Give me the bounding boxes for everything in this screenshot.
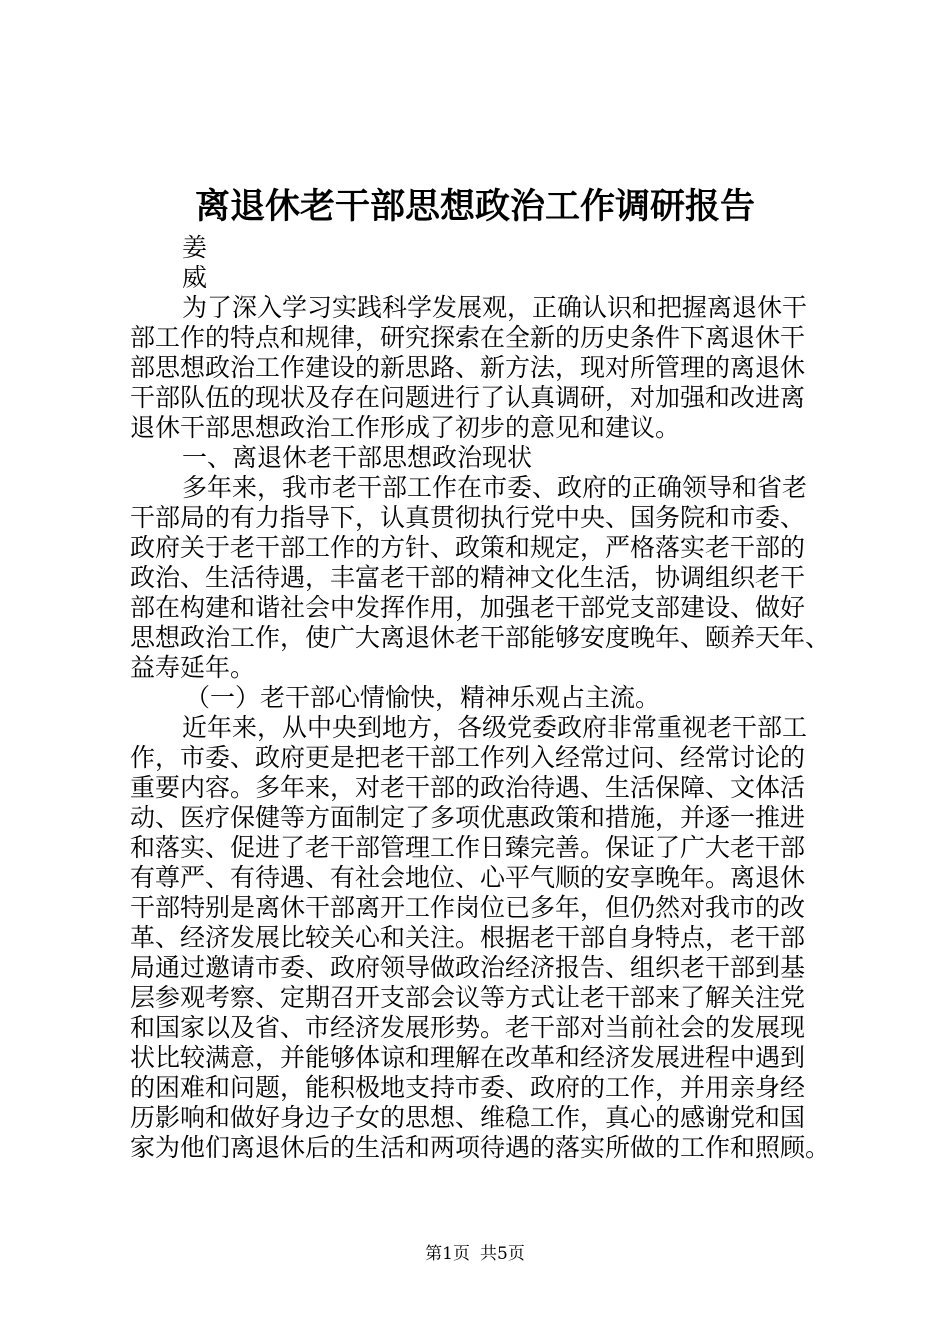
document-title: 离退休老干部思想政治工作调研报告	[194, 186, 755, 227]
paragraph-line: 和落实、促进了老干部管理工作日臻完善。保证了广大老干部	[130, 833, 806, 862]
page-number: 第1页	[425, 1244, 470, 1264]
paragraph-line: 层参观考察、定期召开支部会议等方式让老干部来了解关注党	[130, 983, 806, 1012]
paragraph-line: 干部特别是离休干部离开工作岗位已多年，但仍然对我市的改	[130, 893, 806, 922]
paragraph-line: 有尊严、有待遇、有社会地位、心平气顺的安享晚年。离退休	[130, 863, 806, 892]
paragraph-line: 的困难和问题，能积极地支持市委、政府的工作，并用亲身经	[130, 1073, 806, 1102]
subsection-heading: （一）老干部心情愉快，精神乐观占主流。	[185, 683, 661, 712]
page-total: 共5页	[480, 1244, 525, 1264]
paragraph-line: 部工作的特点和规律，研究探索在全新的历史条件下离退休干	[130, 323, 806, 352]
author-line: 姜	[182, 233, 208, 262]
paragraph-line: 革、经济发展比较关心和关注。根据老干部自身特点，老干部	[130, 923, 806, 952]
paragraph-line: 益寿延年。	[130, 653, 256, 682]
section-heading: 一、离退休老干部思想政治现状	[182, 443, 533, 472]
paragraph-line: 作，市委、政府更是把老干部工作列入经常过问、经常讨论的	[130, 743, 806, 772]
paragraph-line: 重要内容。多年来，对老干部的政治待遇、生活保障、文体活	[130, 773, 806, 802]
paragraph-line: 局通过邀请市委、政府领导做政治经济报告、组织老干部到基	[130, 953, 806, 982]
author-line: 威	[182, 263, 208, 292]
paragraph-line: 动、医疗保健等方面制定了多项优惠政策和措施，并逐一推进	[130, 803, 806, 832]
paragraph-line: 部在构建和谐社会中发挥作用，加强老干部党支部建设、做好	[130, 593, 806, 622]
page-footer	[0, 1243, 950, 1265]
document-body	[130, 233, 835, 1163]
paragraph-line: 退休干部思想政治工作形成了初步的意见和建议。	[130, 413, 681, 442]
paragraph-line: 为了深入学习实践科学发展观，正确认识和把握离退休干	[182, 293, 808, 322]
paragraph-line: 思想政治工作，使广大离退休老干部能够安度晚年、颐养天年、	[130, 623, 831, 652]
paragraph-line: 政治、生活待遇，丰富老干部的精神文化生活，协调组织老干	[130, 563, 806, 592]
paragraph-line: 干部队伍的现状及存在问题进行了认真调研，对加强和改进离	[130, 383, 806, 412]
paragraph-line: 历影响和做好身边子女的思想、维稳工作，真心的感谢党和国	[130, 1103, 806, 1132]
paragraph-line: 多年来，我市老干部工作在市委、政府的正确领导和省老	[182, 473, 808, 502]
paragraph-line: 部思想政治工作建设的新思路、新方法，现对所管理的离退休	[130, 353, 806, 382]
paragraph-line: 政府关于老干部工作的方针、政策和规定，严格落实老干部的	[130, 533, 806, 562]
paragraph-line: 干部局的有力指导下，认真贯彻执行党中央、国务院和市委、	[130, 503, 806, 532]
paragraph-line: 和国家以及省、市经济发展形势。老干部对当前社会的发展现	[130, 1013, 806, 1042]
paragraph-line: 状比较满意，并能够体谅和理解在改革和经济发展进程中遇到	[130, 1043, 806, 1072]
paragraph-line: 近年来，从中央到地方，各级党委政府非常重视老干部工	[182, 713, 808, 742]
paragraph-line: 家为他们离退休后的生活和两项待遇的落实所做的工作和照顾。	[130, 1133, 831, 1162]
